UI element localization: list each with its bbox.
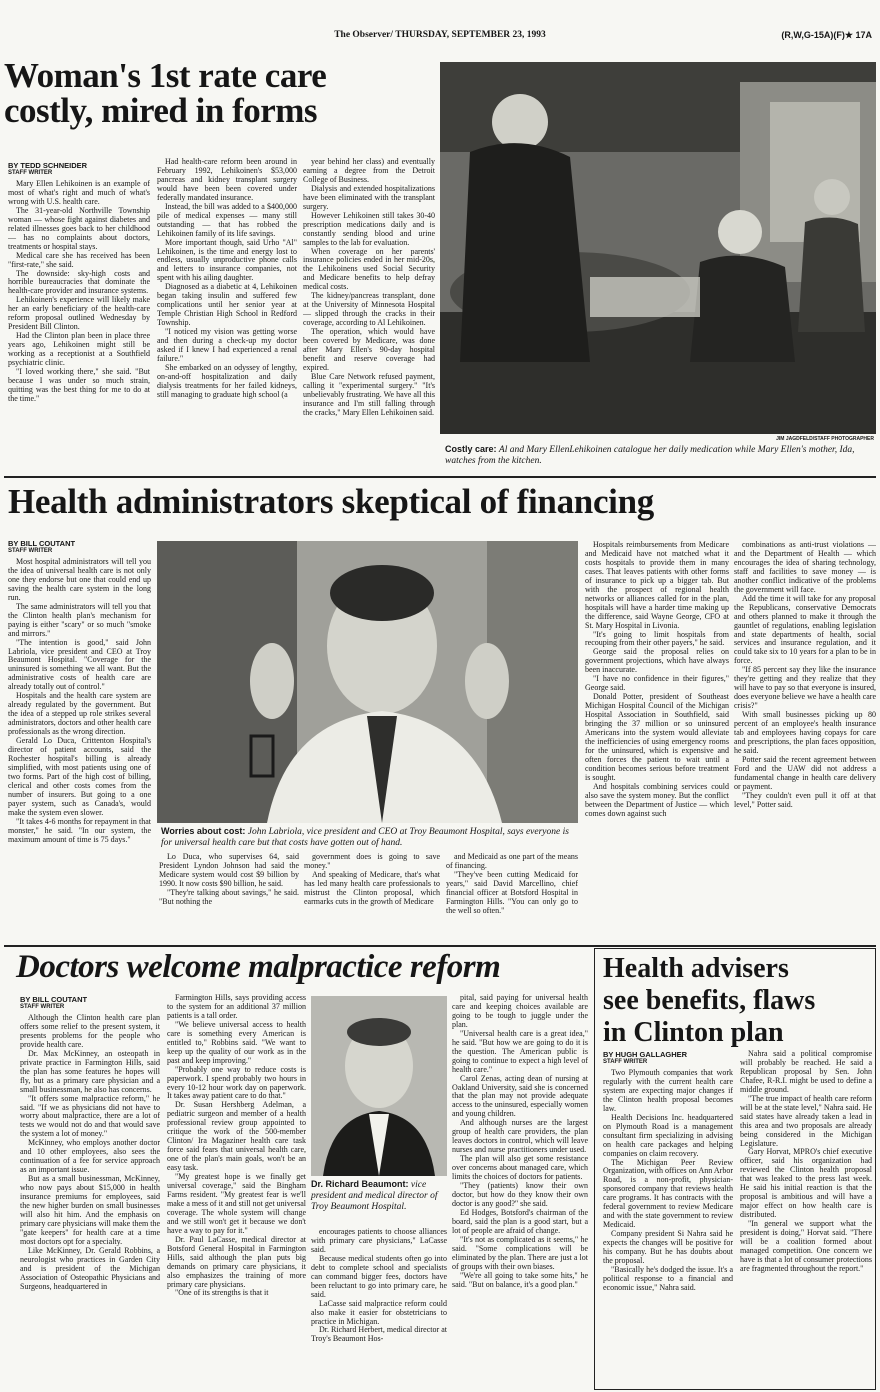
paragraph: "It offers some malpractice reform," he said. "If we as physicians did not have to worry about malpractice, there are a lot of tests we would not do and that would save the system a lot of money." [20, 1093, 160, 1139]
section-rule-1 [4, 476, 876, 478]
paragraph: Carol Zenas, acting dean of nursing at Oakland University, said she is concerned that the plan may not provide adequate access to the uninsured, especially women and young children. [452, 1073, 588, 1119]
paragraph: Potter said the recent agreement between Ford and the UAW did not address a fundamental change in health care delivery or payment. [734, 754, 876, 791]
paragraph: "One of its strengths is that it [175, 1288, 269, 1298]
story4-byline-title: STAFF WRITER [603, 1059, 648, 1066]
paragraph: "My greatest hope is we finally get universal coverage," said the Bingham Farms resident. "My greatest fear is we'll make a mess of it and still not get universal coverage. The whole system will change and we still won't get it because we don't have a way to pay for it." [167, 1172, 306, 1235]
paragraph: And speaking of Medicare, that's what has led many health care professionals to mistrust the Clinton proposal, which earmarks cuts in the growth of Medicare [304, 869, 440, 906]
story1-column-3 [303, 158, 435, 472]
story2-column-2 [159, 853, 299, 941]
paragraph: Lo Duca, who supervises 64, said President Lyndon Johnson had said the Medicare system would cost $9 billion by 1990. It now costs $90 billion, he said. [159, 853, 299, 888]
paragraph: Lehikoinen's experience will likely make her an early beneficiary of the health-care reform proposal outlined Wednesday by President Bill Clinton. [8, 295, 150, 332]
story3-byline-title: STAFF WRITER [20, 1004, 65, 1011]
paragraph: McKinney, who employs another doctor and 10 other employees, also sees the continuation of a fee for service approach as an important issue. [20, 1138, 160, 1175]
story3-caption-lead: Dr. Richard Beaumont: [311, 1179, 409, 1189]
story1-caption-lead: Costly care: [445, 444, 497, 454]
paragraph: "It takes 4-6 months for repayment in that monster," he said. "In our system, the maximum amount of time is 75 days." [8, 816, 151, 844]
paragraph: Medical care she has received has been "first-rate," she said. [8, 250, 150, 269]
paragraph: The downside: sky-high costs and horrible bureaucracies that dominate the health-care provider and insurance systems. [8, 268, 150, 296]
paragraph: Diagnosed as a diabetic at 4, Lehikoinen began taking insulin and suffered few complications until her senior year at Temple Christian High School in Redford Township. [157, 282, 297, 328]
paragraph: "It's not as complicated as it seems," he said. "Some complications will be eliminated by the plan. There are just a lot of groups with their own biases. [452, 1234, 588, 1271]
paragraph: She embarked on an odyssey of lengthy, on-and-off hospitalization and daily dialysis treatments for her failed kidneys, still managing to graduate high school (a [157, 362, 297, 399]
paragraph: And hospitals combining services could also save the system money. But the conflict between the Department of Justice — which comes down against such [585, 781, 729, 818]
paragraph: "Basically he's dodged the issue. It's a political response to a financial and economic issue," Nahra said. [603, 1264, 733, 1292]
paragraph: combinations as anti-trust violations — and the Department of Health — which encourages the idea of sharing technology, staff and facilities to save money — is another conflict indicative of the problems the government will face. [734, 541, 876, 594]
story4-headline-line2: see benefits, flaws [603, 985, 816, 1017]
story3-column-4 [452, 994, 588, 1388]
story4-column-1 [603, 1069, 733, 1387]
paragraph: The 31-year-old Northville Township woman — whose fight against diabetes and related illnesses goes back to her childhood — has no complaints about doctors, treatments or hospital stays. [8, 205, 150, 251]
paragraph: Mary Ellen Lehikoinen is an example of most of what's right and much of what's wrong with U.S. health care. [8, 180, 150, 206]
paragraph: More important though, said Urho "Al" Lehikoinen, is the time and energy lost to endless, usually unproductive phone calls and letters to insurance companies, not spent with his ailing daughter. [157, 237, 297, 283]
story3-column-3 [311, 1228, 447, 1388]
story1-headline [4, 58, 434, 128]
paragraph: Although the Clinton health care plan offers some relief to the present system, it presents problems for the people who provide health care. [20, 1014, 160, 1049]
paragraph: Had health-care reform been around in February 1992, Lehikoinen's $53,000 pancreas and kidney transplant surgery would have been been covered under federally mandated insurance. [157, 158, 297, 202]
paragraph: "Universal health care is a great idea," he said. "But how we are going to do it is the question. The American public is going to continue to expect a high level of health care." [452, 1028, 588, 1074]
paragraph: Because medical students often go into debt to complete school and specialists can command bigger fees, doctors have been reluctant to go into primary care, he said. [311, 1253, 447, 1299]
paragraph: "It's going to limit hospitals from recouping from their other payers," he said. [585, 629, 729, 648]
story2-caption-lead: Worries about cost: [161, 826, 246, 836]
paragraph: pital, said paying for universal health care and keeping choices available are going to be tough to juggle under the plan. [452, 994, 588, 1029]
paragraph: Had the Clinton plan been in place three years ago, Lehikoinen might still be working as a receptionist at a Southfield psychiatric clinic. [8, 331, 150, 368]
paper-date: The Observer/ THURSDAY, SEPTEMBER 23, 1993 [334, 30, 546, 40]
paragraph: The same administrators will tell you that the Clinton health plan's mechanism for paying is either "scary" or so much "smoke and mirrors." [8, 601, 151, 638]
story1-caption-text: Al and Mary EllenLehikoinen catalogue her daily medication while Mary Ellen's mother, Ida, watches from the kitchen. [445, 445, 855, 466]
photo-lehikoinen-family [440, 62, 876, 434]
story2-byline [8, 540, 148, 555]
story3-photo [311, 996, 447, 1176]
paragraph: George said the proposal relies on government projections, which have always been inaccurate. [585, 647, 729, 675]
paragraph: The plan will also get some resistance over concerns about managed care, which limits the choices of doctors for patients. [452, 1154, 588, 1182]
paragraph: "We believe universal access to health care is something every American is entitled to," Robbins said. "We want to keep up the quality of our work as in the past and keep improving." [167, 1019, 306, 1065]
paragraph: Hospitals and the health care system are already regulated by the government. But the idea of a stepped up role strikes several administrators, doctors and other health care professionals as the wrong direction. [8, 691, 151, 737]
paragraph: "I have no confidence in their figures," George said. [585, 674, 729, 693]
photo-richard-herbert [311, 996, 447, 1176]
story3-caption-text: vice president and medical director of Troy Beaumont Hospital. [311, 1180, 438, 1212]
paragraph: Donald Potter, president of Southeast Michigan Hospital Council of the Michigan Hospital Association in Southfield, said bringing the 37 million or so uninsured Americans into the system would alleviate the inefficiencies of using emergency rooms for the uninsured, which is expensive and often forces the patient to wait until a condition becomes serious before treatment is sought. [585, 692, 729, 782]
story1-byline-title: STAFF WRITER [8, 170, 53, 177]
paragraph: "I loved working there," she said. "But because I was under so much strain, quitting was the best thing for me to do at the time." [8, 367, 150, 403]
paragraph: "They (patients) know their own doctor, but how do they know their own doctor is any good?" she said. [452, 1181, 588, 1208]
story1-photo-credit: JIM JAGDFELD/STAFF PHOTOGRAPHER [776, 436, 874, 442]
story2-byline-name: BY BILL COUTANT [8, 539, 76, 548]
paragraph: "Probably one way to reduce costs is paperwork. I spend probably two hours in every 10-12 hour work day on paperwork. It takes away patient care to do that." [167, 1064, 306, 1101]
paragraph: Add the time it will take for any proposal the Republicans, conservative Democrats and others planned to make it through the gauntlet of regulations, enabling legislation and state departments of health, social services and insurance regulation, and it could take six to 10 years for a plan to be in force. [734, 593, 876, 666]
story2-column-5 [585, 541, 729, 941]
story3-column-2 [167, 994, 306, 1388]
paragraph: Nahra said a political compromise will probably be reached. He said a Republican proposal by Sen. John Chafee, R-R.I. might be used to define a middle ground. [740, 1050, 872, 1094]
paragraph: The Michigan Peer Review Organization, with offices on Ann Arbor Road, is a non-profit, physician-sponsored company that reviews health care programs. It has contracts with the federal government to review Medicare and with the state government to review Medicaid. [603, 1157, 733, 1230]
story4-headline [603, 953, 873, 1050]
story1-headline-line1: Woman's 1st rate care [4, 56, 327, 95]
paragraph: Most hospital administrators will tell you the idea of universal health care is not only one they endorse but one that could end up saving the health care system in the long run. [8, 558, 151, 602]
paragraph: Gary Horvat, MPRO's chief executive officer, said his organization had reviewed the Clinton health proposal that was leaked to the press last week. He said his initial reaction is that the proposal is ambitious and will have a major effect on how health care is distributed. [740, 1147, 872, 1220]
story1-column-2 [157, 158, 297, 472]
paragraph: "The intention is good," said John Labriola, vice president and CEO at Troy Beaumont Hospital. "Coverage for the uninsured is something we all want. But the administrative costs of health care are already totally out of control." [8, 637, 151, 692]
story2-column-4 [446, 853, 578, 941]
paragraph: "I noticed my vision was getting worse and then during a check-up my doctor asked if I knew I had experienced a renal failure." [157, 327, 297, 363]
paragraph: Hospitals reimbursements from Medicare and Medicaid have not matched what it costs hospitals to provide them in many cases. That leaves patients with other forms of insurance to pick up a bigger tab. But with the prospect of regional health networks or alliances called for in the plan, hospitals will have a harder time making up the difference, said Wayne George, CFO at St. Mary Hospital in Livonia. [585, 541, 729, 630]
story2-column-1 [8, 558, 151, 941]
story3-caption [311, 1179, 447, 1213]
story2-caption-text: John Labriola, vice president and CEO at Troy Beaumont Hospital, says everyone is for universal health care but that costs have gotten out of hand. [161, 827, 569, 848]
paragraph: Ed Hodges, Botsford's chairman of the board, said the plan is a good start, but a lot of people are afraid of change. [452, 1207, 588, 1235]
story1-headline-line2: costly, mired in forms [4, 91, 318, 130]
story1-byline [8, 162, 148, 177]
story4-column-2 [740, 1050, 872, 1387]
paragraph: "If 85 percent say they like the insurance they're getting and they realize that they will have to pay so that everyone is insured, does everyone believe we have a health care crisis?" [734, 665, 876, 711]
paragraph: year behind her class) and eventually earning a degree from the Detroit College of Business. [303, 158, 435, 184]
paragraph: and Medicaid as one part of the means of financing. [446, 853, 578, 870]
story4-headline-line3: in Clinton plan [603, 1017, 784, 1049]
paragraph: But as a small businessman, McKinney, who now pays about $15,000 in health insurance premiums for employees, said the new higher burden on small businesses will also hit him. And the emphasis on primary care physicians will make them the "gate keepers" for health care at a time most doctors opt for a specialty. [20, 1174, 160, 1246]
story2-byline-title: STAFF WRITER [8, 548, 53, 555]
paragraph: Dr. Richard Herbert, medical director at Troy's Beaumont Hos- [311, 1325, 447, 1344]
story1-column-1 [8, 180, 150, 472]
story1-byline-name: BY TEDD SCHNEIDER [8, 161, 88, 170]
paragraph: "They're talking about savings," he said. "But nothing the [159, 887, 299, 906]
story3-byline [20, 996, 160, 1011]
paragraph: LaCasse said malpractice reform could also make it easier for obstetricians to practice in Michigan. [311, 1298, 447, 1326]
paragraph: The kidney/pancreas transplant, done at the University of Minnesota Hospital — slipped through the cracks in their coverage, according to Al Lehikoinen. [303, 291, 435, 328]
paragraph: And although nurses are the largest group of health care providers, the plan leaves doctors in control, which will leave nurses and nurse practitioners under used. [452, 1118, 588, 1155]
story4-headline-line1: Health advisers [603, 953, 789, 984]
story2-column-3 [304, 853, 440, 941]
paragraph: encourages patients to choose alliances with primary care physicians," LaCasse said. [311, 1228, 447, 1254]
paragraph: Dr. Paul LaCasse, medical director at Botsford General Hospital in Farmington Hills, said although the plan puts big demands on primary care physicians, it also emphasizes the training of more primary care physicians. [167, 1234, 306, 1289]
paragraph: "In general we support what the president is doing," Horvat said. "There will be a coalition formed about managed competition. One concern we have is that a lot of consumer protections are fragmented throughout the report." [740, 1219, 872, 1273]
paragraph: Like McKinney, Dr. Gerald Robbins, a neurologist who practices in Garden City and is president of the Michigan Association of Osteopathic Physicians and Surgeons, headquartered in [20, 1245, 160, 1291]
paragraph: Two Plymouth companies that work regularly with the current health care system are expecting major changes if the Clinton health proposal becomes law. [603, 1069, 733, 1113]
paragraph: Instead, the bill was added to a $400,000 pile of medical expenses — many still outstanding — that has robbed the Lehikoinen family of its life savings. [157, 201, 297, 238]
paragraph: Dr. Susan Hershberg Adelman, a pediatric surgeon and member of a health professional review group appointed to critique the work of the 500-member Clinton/ Ira Magaziner health care task force said fears that universal health care, one of the plan's main goals, won't be an easy task. [167, 1100, 306, 1173]
page-code: (R,W,G-15A)(F)★ 17A [781, 30, 872, 40]
story2-photo [157, 541, 578, 823]
paragraph: "We're all going to take some hits," he said. "But on balance, it's a good plan." [452, 1270, 588, 1289]
paragraph: Farmington Hills, says providing access to the system for an additional 37 million patients is a tall order. [167, 994, 306, 1020]
paragraph: Dr. Max McKinney, an osteopath in private practice in Farmington Hills, said the plan has some features he hopes will fly, but as a primary care physician and a small businessman, he also has concerns. [20, 1048, 160, 1094]
paragraph: "The true impact of health care reform will be at the state level," Nahra said. He said states have already taken a lead in this area and two proposals are already being considered in the Michigan Legislature. [740, 1093, 872, 1148]
paragraph: The operation, which would have been covered by Medicare, was done after Mary Ellen's 90-day hospital benefit and reserve coverage had expired. [303, 327, 435, 372]
paragraph: Health Decisions Inc. headquartered on Plymouth Road is a management consultant firm specializing in advising on health care packages and helping companies on claim recovery. [603, 1112, 733, 1158]
story2-headline: Health administrators skeptical of financing [8, 482, 654, 521]
paragraph: With small businesses picking up 80 percent of an employee's health insurance tab and employees having copays for care and prescriptions, the plan faces opposition, he said. [734, 710, 876, 755]
paragraph: government does is going to save money." [304, 853, 440, 870]
paragraph: Company president Si Nahra said he expects the changes will be positive for his company. But he has doubts about the proposal. [603, 1229, 733, 1266]
story1-caption [445, 444, 875, 467]
paragraph: Blue Care Network refused payment, calling it "experimental surgery." "It's unbelievably frustrating. We have all this insurance and I'm still falling through the cracks," Mary Ellen Lehikoinen said. [303, 371, 435, 417]
photo-john-labriola [157, 541, 578, 823]
story1-photo [440, 62, 876, 434]
story4-byline-name: BY HUGH GALLAGHER [603, 1050, 688, 1059]
story3-headline: Doctors welcome malpractice reform [16, 949, 501, 985]
page-folio [0, 30, 880, 46]
paragraph: Dialysis and extended hospitalizations have been eliminated with the transplant surgery. [303, 183, 435, 211]
story2-column-6 [734, 541, 876, 941]
story2-caption [161, 826, 578, 849]
story4-byline [603, 1051, 733, 1066]
paragraph: However Lehikoinen still takes 30-40 prescription medications daily and is constantly sending blood and urine samples to the lab for evaluation. [303, 210, 435, 247]
paragraph: Gerald Lo Duca, Crittenton Hospital's director of patient accounts, said the Rochester hospital's billing is already simplified, with most patients using one of two forms. Part of the high cost of billing, clerical and other costs comes from the number of insurers. But going to a one payer system, such as Canada's, would make the system even slower. [8, 736, 151, 817]
story3-column-1 [20, 1014, 160, 1388]
paragraph: When coverage on her parents' insurance policies ended in her mid-20s, the Lehikoinens used Social Security and Medicare benefits to help defray medical costs. [303, 246, 435, 292]
section-rule-2 [4, 945, 876, 947]
story3-byline-name: BY BILL COUTANT [20, 995, 88, 1004]
paragraph: "They've been cutting Medicaid for years," said David Marcellino, chief financial officer at Botsford Hospital in Farmington Hills. "You can only go to the well so often." [446, 869, 578, 915]
paragraph: "They couldn't even pull it off at that level," Potter said. [734, 790, 876, 809]
